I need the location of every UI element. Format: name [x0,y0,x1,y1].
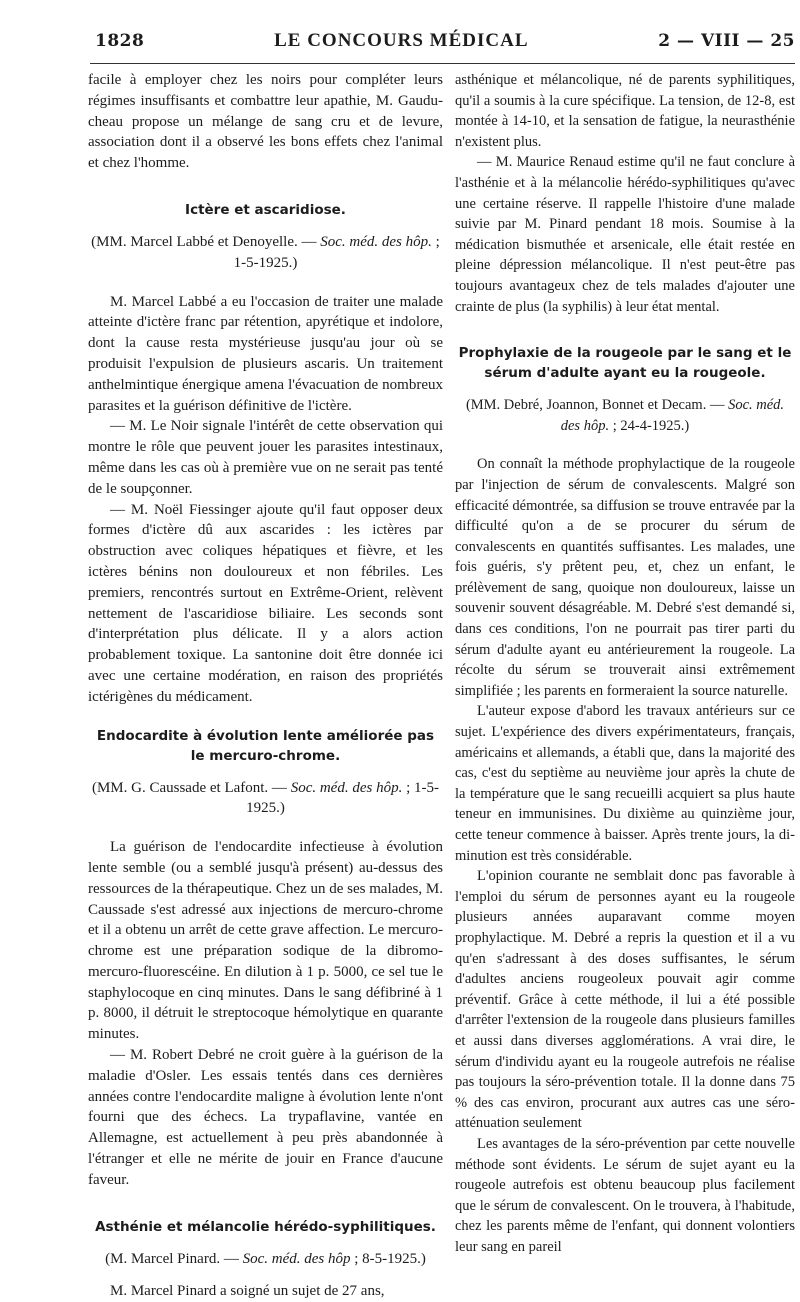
header-rule [90,63,795,64]
paragraph: — M. Robert Debré ne croit guère à la guérison de la maladie d'Osler. Les essais tentés dans ces dernières années contre l'endocardite maligne à évolution lente n'ont fourni que des échecs. La trypaflavine, vantée en Allemagne, est actuellement à peu près abandonnée à l'étranger et elle ne mérite de jouir en France d'aucune faveur. [88,1047,443,1188]
section-reference-endocardite: (MM. G. Caussade et Lafont. — Soc. méd. des hôp. ; 1-5-1925.) [91,779,440,817]
paragraph: M. Marcel Labbé a eu l'occasion de traiter une malade atteinte d'ictère franc par rétention, apyrétique et indolore, dont la cause resta mystérieuse jusqu'au jour où se produisit l'expulsion de plusieurs ascaris. Un traitement anthelmintique énergique amena l'évacuation de nombreux parasites et la guérison définitive de l'ictère. [88,293,443,414]
right-column [455,70,795,1257]
paragraph: — M. Maurice Renaud estime qu'il ne faut conclure à l'asthénie et à la mélancolie hérédo-syphilitiques qu'avec une certaine réserve. Il rappelle l'histoire d'une malade suivie par M. Pinard pendant 18 mois. Soumise à la médication bismuthée et arsenicale, elle était restée en pleine dépression mélancolique. Il n'est peut-être pas toujours avantageux chez de tels malades d'ajouter une crainte de plus (la syphilis) à leur état mental. [455,154,795,315]
paragraph: — M. Noël Fiessinger ajoute qu'il faut opposer deux formes d'ictère dû aux ascarides : les ictères par obstruction avec coliques hépatiques et fièvre, et les ictères bénins non douloureux et non fébriles. Les premiers, rencontrés surtout en Extrême-Orient, relèvent nettement de l'ascaridiose biliaire. Les seconds sont d'interprétation plus délicate. Il y a alors action probablement toxique. La santonine doit être donnée ici avec une certaine modération, en raison des propriétés ictérigènes du médicament. [88,501,443,705]
page-header [95,30,795,58]
paragraph: L'auteur expose d'abord les travaux antérieurs sur ce sujet. L'expérience des divers expérimentateurs, français, américains et allemands, a établi que, dans la majorité des cas, c'est du septième au neuvième jour après la chute de la température que le sang recueilli acquiert sa plus haute teneur en immunisines. Du dixième au quinzième jour, cette teneur commence à baisser. Après trente jours, la diminution est très considérable. [455,703,795,864]
paragraph: L'opinion courante ne semblait donc pas favorable à l'emploi du sérum de personnes ayant eu la rougeole plusieurs années auparavant comme moyen prophylactique. M. Debré a repris la question et il a vu qu'en s'adressant à des doses suffisantes, le sérum d'adultes anciens rougeoleux pouvait agir comme préventif. Grâce à cette méthode, il lui a été possible d'arrêter l'extension de la rougeole dans plusieurs familles et aussi dans diverses agglomérations. A vrai dire, le sérum d'individu ayant eu la rougeole autrefois ne réalise pas toujours la séro-prévention totale. Il la donne dans 75 % des cas environ, procurant aux autres cas une séro-atténuation seulement [455,868,795,1132]
section-title-asthenie: Asthénie et mélancolie hérédo-syphilitiques. [95,1218,436,1235]
section-title-ictere: Ictère et ascaridiose. [185,201,346,218]
section-reference-rougeole: (MM. Debré, Joannon, Bonnet et Decam. — Soc. méd. des hôp. ; 24-4-1925.) [465,397,785,434]
paragraph: M. Marcel Pinard a soigné un sujet de 27 ans, [110,1283,385,1300]
paragraph: — M. Le Noir signale l'intérêt de cette observation qui montre le rôle que peuvent jouer les parasites intestinaux, même dans les cas où à première vue on ne serait pas tenté de le soupçonner. [88,418,443,497]
left-column [88,70,443,1302]
journal-title: LE CONCOURS MÉDICAL [274,30,529,51]
paragraph: La guérison de l'endocardite infectieuse à évolution lente semble (ou a semblé jusqu'à présent) au-dessus des ressources de la thérapeutique. Chez un de ses malades, M. Caussade s'est adressé aux injections de mercuro-chrome et il a obtenu un arrêt de cette grave affection. Le mercuro-chrome est une préparation sodique de la dibromo-mercuro-fluorescéine. En dilution à 1 p. 5000, ce sel tue le staphylocoque en cinq minutes. Dans le sang défibriné à 1 p. 8000, il détruit le streptocoque hémolytique en quarante minutes. [88,839,443,1043]
page-number: 1828 [95,31,145,51]
section-reference-ictere: (MM. Marcel Labbé et Denoyelle. — Soc. méd. des hôp. ; 1-5-1925.) [91,233,440,271]
paragraph: On connaît la méthode prophylactique de la rougeole par l'injection de sérum de convalescents. Malgré son efficacité démontrée, sa diffusion se trouve entravée par la difficulté qu'on a de se procurer du sérum de convalescents en quantités suffisantes. Les malades, une fois guéris, s'y prêtent peu, et, chez un enfant, le prélèvement de sang, quoique non douloureux, laisse un souvenir souvent désagréable. M. Debré s'est demandé si, dans ces conditions, l'on ne pourrait pas tirer parti du sérum d'adulte ayant eu antérieurement la rougeole. La récolte du sérum se trouverait ainsi extrêmement simplifiée ; les parents en formeraient la source naturelle. [455,456,795,699]
section-reference-asthenie: (M. Marcel Pinard. — Soc. méd. des hôp ; 8-5-1925.) [105,1250,426,1267]
intro-paragraph: facile à employer chez les noirs pour compléter leurs régimes insuffisants et combattre leur apathie, M. Gauducheau propose un mélange de sang cru et de levure, association dont il a observé les bons effets chez l'animal et chez l'homme. [88,72,443,172]
continued-paragraph: asthénique et mélancolique, né de parents syphilitiques, qu'il a soumis à la cure spécifique. La tension, de 12-8, est montée à 14-10, et la sensation de fatigue, la neurasthénie n'existent plus. [455,72,795,150]
section-title-endocardite: Endocardite à évolution lente améliorée pas le mercuro-chrome. [96,727,435,764]
issue-date: 2 — VIII — 25 [658,31,795,51]
paragraph: Les avantages de la séro-prévention par cette nouvelle méthode sont évidents. Le sérum de sujet ayant eu la rougeole autrefois est obtenu beaucoup plus facilement que le sérum de convalescent. On le trouvera, à l'habitude, chez les parents même de l'enfant, qui donnent volontiers leur sang en pareil [455,1135,795,1255]
section-title-rougeole: Prophylaxie de la rougeole par le sang et le sérum d'adulte ayant eu la rougeole. [458,345,792,382]
